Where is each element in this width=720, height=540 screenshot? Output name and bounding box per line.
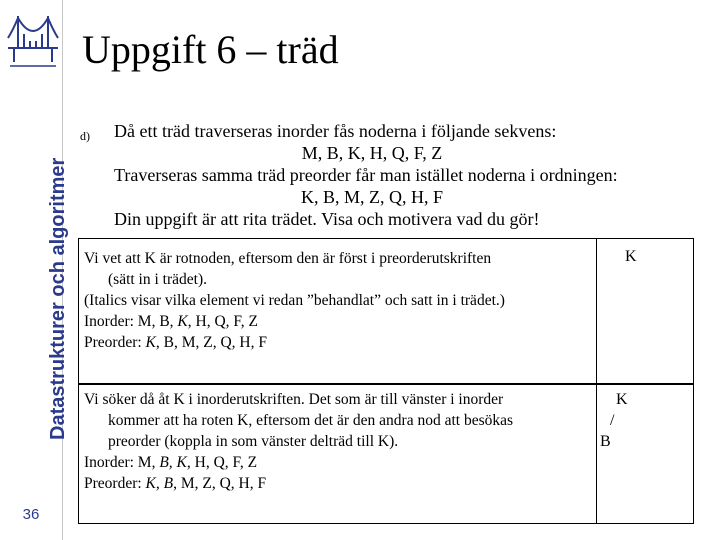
tree-edge: / — [610, 412, 615, 429]
step1-preorder — [84, 332, 589, 353]
step2-inorder — [84, 452, 589, 473]
intro-line-1: Då ett träd traverseras inorder fås noderna i följande sekvens: — [114, 121, 557, 141]
step2-line-3: preorder (koppla in som vänster delträd till K). — [108, 433, 399, 450]
inorder-prefix: Inorder: M, — [84, 454, 160, 471]
step1-divider — [596, 238, 597, 384]
preorder-prefix: Preorder: — [84, 475, 146, 492]
tree-root-node: K — [616, 391, 628, 408]
preorder-handled: K — [145, 334, 156, 351]
intro-line-5: Din uppgift är att rita trädet. Visa och motivera vad du gör! — [114, 209, 540, 229]
step2-line-2: kommer att ha roten K, eftersom det är den andra nod att besökas — [108, 412, 514, 429]
step1-tree-root: K — [625, 248, 637, 265]
step2-line-1: Vi söker då åt K i inorderutskriften. Det som är till vänster i inorder — [84, 391, 504, 408]
preorder-prefix: Preorder: — [84, 334, 146, 351]
step2-preorder — [84, 473, 589, 494]
step2-tree — [598, 389, 644, 452]
inorder-suffix: , H, Q, F, Z — [187, 313, 258, 330]
inorder-handled: B, K — [159, 454, 187, 471]
step2-text — [84, 389, 589, 494]
tree-child-node: B — [600, 433, 611, 450]
sidebar — [0, 0, 69, 540]
step1-inorder — [84, 311, 589, 332]
step1-line-2: (sätt in i trädet). — [108, 271, 207, 288]
intro-line-3: Traverseras samma träd preorder får man istället noderna i ordningen: — [114, 165, 618, 185]
inorder-suffix: , H, Q, F, Z — [186, 454, 258, 471]
bridge-logo-icon — [4, 8, 62, 70]
preorder-suffix: , M, Z, Q, H, F — [173, 475, 267, 492]
inorder-prefix: Inorder: M, B, — [84, 313, 178, 330]
preorder-handled: K, B — [145, 475, 174, 492]
course-title: Datastrukturer och algoritmer — [47, 157, 69, 440]
intro-text — [114, 120, 714, 230]
step2-divider — [596, 384, 597, 524]
step1-line-1: Vi vet att K är rotnoden, eftersom den är först i preorderutskriften — [84, 250, 492, 267]
slide-title: Uppgift 6 – träd — [82, 27, 339, 72]
inorder-handled: K — [177, 313, 188, 330]
preorder-suffix: , B, M, Z, Q, H, F — [155, 334, 267, 351]
step1-line-3: (Italics visar vilka element vi redan ”behandlat” och satt in i trädet.) — [84, 292, 505, 309]
page-number: 36 — [22, 506, 40, 523]
item-marker: d) — [80, 129, 90, 143]
step1-text — [84, 248, 589, 353]
inorder-sequence: M, B, K, H, Q, F, Z — [301, 143, 443, 163]
preorder-sequence: K, B, M, Z, Q, H, F — [300, 187, 443, 207]
